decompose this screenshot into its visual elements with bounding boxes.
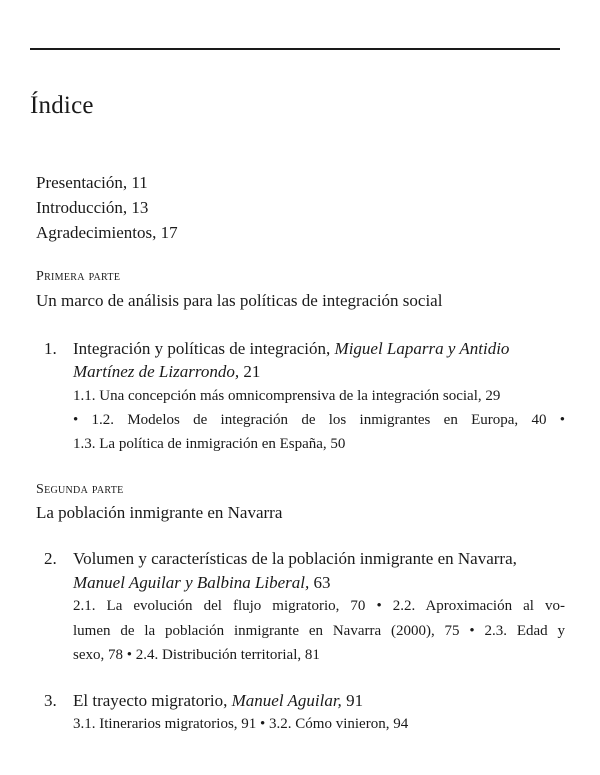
chapter-3-page: 91 [346, 691, 364, 710]
chapter-1-authors-line [73, 359, 260, 385]
chapter-2-authors: Manuel Aguilar y Balbina Liberal, [73, 573, 310, 592]
chapter-3-title-line[interactable] [73, 688, 363, 714]
chapter-2-title[interactable]: Volumen y características de la población inmigrante en Navarra, [73, 549, 517, 568]
toc-entry-introduccion[interactable] [36, 195, 148, 221]
chapter-1-page: 21 [243, 362, 261, 381]
chapter-1-title: Integración y políticas de integración, [73, 339, 331, 358]
toc-entry-presentacion[interactable] [36, 170, 148, 196]
chapter-3-number: 3. [44, 691, 57, 710]
entry-page: 17 [160, 223, 178, 242]
chapter-3-authors: Manuel Aguilar, [231, 691, 342, 710]
chapter-1-sub-line-1: 1.1. Una concepción más omnicomprensiva de la integración social, 29 [73, 388, 501, 404]
entry-page: 11 [131, 173, 148, 192]
chapter-1-authors-line1: Miguel Laparra y Antidio [334, 339, 510, 358]
chapter-1-number: 1. [44, 339, 57, 358]
chapter-1-sub-line-3: 1.3. La política de inmigración en España, 50 [73, 436, 346, 452]
part-1-title: Un marco de análisis para las políticas de integración social [36, 291, 443, 310]
chapter-3-title: El trayecto migratorio, [73, 691, 228, 710]
chapter-1-sub-line-2: • 1.2. Modelos de integración de los inmigrantes en Europa, 40 • [73, 412, 565, 428]
toc-entry-agradecimientos[interactable] [36, 220, 178, 246]
entry-page: 13 [131, 198, 149, 217]
chapter-3-sub-line-1: 3.1. Itinerarios migratorios, 91 • 3.2. Cómo vinieron, 94 [73, 716, 409, 732]
top-rule [30, 48, 560, 50]
entry-label: Introducción, [36, 198, 128, 217]
chapter-2-number: 2. [44, 549, 57, 568]
chapter-2-sub-line-1: 2.1. La evolución del flujo migratorio, 70 • 2.2. Aproximación al vo- [73, 598, 565, 614]
chapter-2-page: 63 [313, 573, 331, 592]
entry-label: Agradecimientos, [36, 223, 157, 242]
chapter-1-authors-line2: Martínez de Lizarrondo, [73, 362, 240, 381]
index-heading: Índice [30, 92, 94, 119]
chapter-2-authors-line [73, 570, 331, 596]
part-2-label: Segunda parte [36, 482, 124, 497]
chapter-2-sub-line-2: lumen de la población inmigrante en Navarra (2000), 75 • 2.3. Edad y [73, 623, 565, 639]
part-1-label: Primera parte [36, 269, 121, 284]
chapter-2-sub-line-3: sexo, 78 • 2.4. Distribución territorial, 81 [73, 647, 320, 663]
part-2-title: La población inmigrante en Navarra [36, 503, 283, 522]
entry-label: Presentación, [36, 173, 128, 192]
